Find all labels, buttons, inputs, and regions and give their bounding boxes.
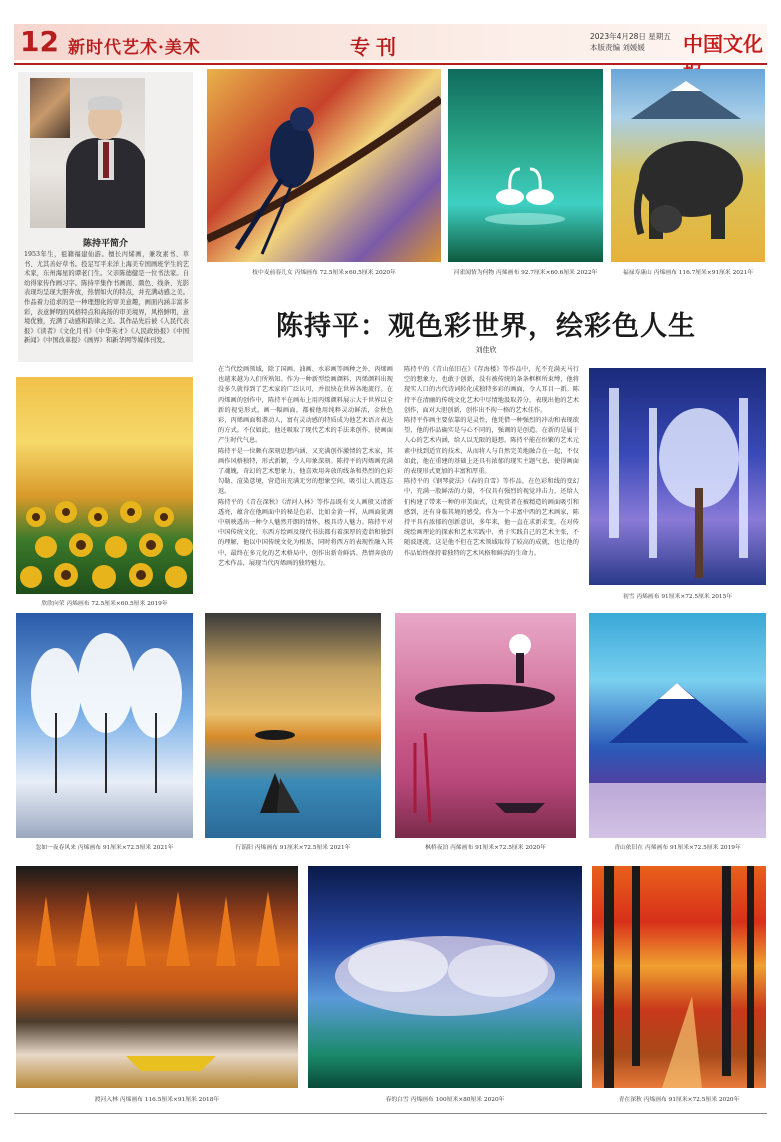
painting-caption: 初雪 丙烯画布 91厘米×72.5厘米 2015年	[622, 594, 733, 600]
painting-caption: 福禄寿康山 丙烯画布 116.7厘米×91厘米 2021年	[622, 270, 754, 276]
painting-sunflowers	[16, 377, 193, 594]
painting-swans	[448, 69, 603, 262]
painting-caption: 河雀闻情为何物 丙烯画布 92.7厘米×60.6厘米 2022年	[453, 270, 598, 276]
editor-credit: 本版责编 刘媛媛	[590, 43, 645, 52]
painting-caption: 行谣阳 丙烯画布 91厘米×72.5厘米 2021年	[235, 845, 351, 851]
painting-elephants	[611, 69, 765, 262]
issue-date: 2023年4月28日 星期五	[590, 32, 671, 41]
profile-heading: 陈持平简介	[82, 239, 128, 249]
painting-caption: 欣欣向荣 丙烯画布 72.5厘米×60.5厘米 2019年	[41, 601, 168, 607]
page-number: 12	[20, 25, 59, 58]
painting-deep-autumn	[592, 866, 766, 1088]
article-title: 陈持平：观色彩世界，绘彩色人生	[276, 311, 696, 342]
painting-sailboat	[205, 613, 381, 838]
painting-caption: 渡河入林 丙烯画布 116.5厘米×91厘米 2018年	[94, 1097, 220, 1103]
painting-caption: 青山依旧在 丙烯画布 91厘米×72.5厘米 2019年	[614, 845, 741, 851]
article-column-1: 在当代绘画领域，除了国画、油画、水彩画等画种之外，丙烯画也越来越为人们所熟知。作为一种新型绘画颜料，丙烯颜料出现没多久就得到了艺术家的广泛认可，并很快在世界各地流行。在丙烯画的创作中，陈持平在画布上用丙烯颜料展示大千世界以全新的视觉形式。画一幅画面，都被他用纯粹灵动鲜活，金秋色彩，丙烯画面和谐动人，富有灵动感的特质成为他艺术语言表达的方式。不仅如此，他还吸取了现代艺术的手法来创作，使画面产生时代气息。 陈持平是一位颇有深刻思想内涵、又充满创作激情的艺术家，其画作风格独特，形式新颖，令人印象深刻。陈持平的丙烯画充满了魂魄，奇幻的艺术想象力，他喜欢用奔放的线条和热烈的色彩勾勒、渲染意境，营造出充满无穷的想象空间，吸引让人流连忘返。 陈持平的《青在深秋》《清河人林》等作品既有文人画般又清新透亮，蕴含在他画面中的秘是色彩，比如金黄一样，从画面犹调中刻映透出一种令人魅然开朗的情怀，极具诗人魅力。陈持平对中国传统文化、东西方绘画及现代书法都有着深厚的造诣和独到的理解，他以中国传统文化为根基，同时将西方的表现性融入其中，最终在多元化的艺术格局中，创作出新奇鲜活、热情奔放的艺术作品，展现当代丙烯画的独特魅力。	[218, 366, 393, 567]
painting-spring-snow	[308, 866, 582, 1088]
painting-caption: 枫桥夜泊 丙烯画布 91厘米×72.5厘米 2020年	[425, 845, 546, 851]
article-author: 刘佳欣	[475, 346, 497, 354]
footer-rule	[14, 1113, 767, 1114]
painting-first-snow	[589, 368, 766, 585]
dateline	[590, 31, 671, 53]
header-rule	[14, 63, 767, 65]
special-label: 专刊	[350, 35, 402, 59]
painting-night-mooring	[395, 613, 576, 838]
painting-forest-river	[16, 866, 298, 1088]
section-title: 新时代艺术·美术	[68, 38, 201, 58]
artist-portrait	[30, 78, 145, 228]
painting-caption: 青在深秋 丙烯画布 91厘米×72.5厘米 2020年	[618, 1097, 740, 1103]
article-column-2: 陈持平的《青山依旧在》《存海楼》等作品中，光不充满天马行空的想象力，也敢于创新，没有被传统的条条框框所束缚，他将现实人口的古代诗词转化成独特多彩的画面，令人耳目一新。陈持平在清幽的传统文化艺术中尽情地汲取养分，表现出他的艺术创作，面对大胆创新，创作出不拘一格的艺术佳作。 陈持平作画主要依靠的是灵性，他凭借一种强烈的冲动和表现欲望，他的作品确实是与心不同的，强调的是创造。在新的是属于人心的艺术内涵，给人以无限的遐想。陈持平能在纷繁的艺术元素中找到适宜的技术，从而将人与自然完美地融合在一起，不仅如此，他在重建的基础上还具有浓郁的现实主题气息，使得画面的表现形式更加的丰富和厚重。 陈持平的《钢琴旋法》《春的自雪》等作品，在色彩和线的变幻中，充满一股鲜活的力量，不仅具有强烈的视觉冲击力，还给人们构建了带来一种的审美面式，让观赏者在被精造的画面吸引和感到，还有身临其境的感受。作为一个丰富中西的艺术画家，陈持平具有浓郁的创新意识，多年来，他一直在求新求变，在对传统绘画理论的探索和艺术实践中，勇于实践自己的艺术主张，不随波逐流，这是他不但在艺术领域取得了较高的成就，也让他的作品始终保持着独特的艺术风格和鲜活的生命力。	[404, 366, 579, 557]
painting-green-mountain	[589, 613, 766, 838]
profile-text: 1953年生，祖籍福建仙游。擅长丙烯画，兼攻素书、草书、尤其善好草书。投足写平来洋上海美专国画班学生的艺术家，东州海星的谭老门生。父亲陈德健是一位书法家。自幼得家传作画习字。陈持平集作书画面、颜色、线条、光影表现均呈现大胆奔放，热情如火的特点，并充满动感之美。作品着力追求的是一种理想化的审美意趣，画面内涵丰富多彩，表意鲜明的风格特点和高扬的审美境界，风格鲜明，意境优雅，充满了动感和韵律之美。其作品先后被《人民代表报》《读者》《文化月刊》《中华英才》《人民政协报》《中国新闻》《中国改革报》《画界》和新华网等媒体刊发。	[24, 251, 189, 345]
newspaper-logo: 中国文化	[683, 32, 763, 56]
painting-bird	[207, 69, 441, 262]
painting-caption: 春的白雪 丙烯画布 100厘米×80厘米 2020年	[385, 1097, 505, 1103]
painting-caption: 忽如一夜春风来 丙烯画布 91厘米×72.5厘米 2021年	[35, 845, 174, 851]
painting-spring-breeze	[16, 613, 193, 838]
painting-caption: 枝中麦前春儿女 丙烯画布 72.5厘米×60.5厘米 2020年	[252, 270, 396, 276]
